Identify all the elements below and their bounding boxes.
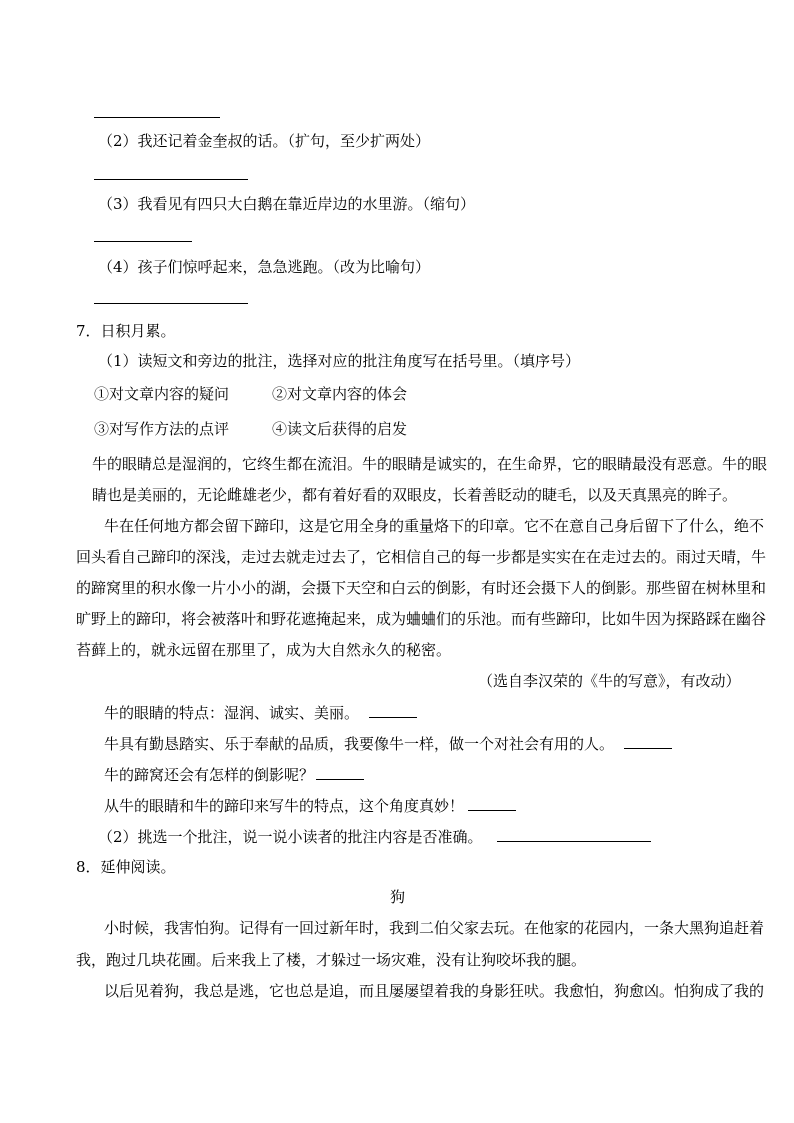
passage-line: 睛也是美丽的，无论雌雄老少，都有着好看的双眼皮，长着善眨动的睫毛，以及天真黑亮的眸子。 <box>92 486 738 504</box>
passage-source: （选自李汉荣的《牛的写意》，有改动） <box>478 672 741 690</box>
passage-line: 牛在任何地方都会留下蹄印，这是它用全身的重量烙下的印章。它不在意自己身后留下了什么，绝不 <box>104 517 765 535</box>
answer-blank[interactable] <box>468 796 516 811</box>
annotation-text: 牛具有勤恳踏实、乐于奉献的品质，我要像牛一样，做一个对社会有用的人。 <box>104 735 615 753</box>
passage-line: 回头看自己蹄印的深浅，走过去就走过去了，它相信自己的每一步都是实实在在走过去的。雨过天晴，牛 <box>76 548 767 566</box>
passage-line: 的蹄窝里的积水像一片小小的湖，会摄下天空和白云的倒影，有时还会摄下人的倒影。那些留在树林里和 <box>76 579 767 597</box>
passage-line: 我，跑过几块花圃。后来我上了楼，才躲过一场灾难，没有让狗咬坏我的腿。 <box>76 951 587 969</box>
option-1: ①对文章内容的疑问 <box>94 385 230 403</box>
annotation-4 <box>104 796 516 815</box>
answer-blank[interactable] <box>497 827 651 842</box>
passage-line: 苔藓上的，就永远留在那里了，成为大自然永久的秘密。 <box>76 641 452 659</box>
q8-article-title: 狗 <box>390 888 406 906</box>
q7-sub-question-2 <box>98 827 651 846</box>
passage-line: 旷野上的蹄印，将会被落叶和野花遮掩起来，成为蛐蛐们的乐池。而有些蹄印，比如牛因为探路踩在幽谷 <box>76 610 767 628</box>
annotation-2 <box>104 734 672 753</box>
answer-blank-6-3[interactable] <box>94 241 192 242</box>
answer-blank[interactable] <box>369 703 417 718</box>
annotation-text: 从牛的眼睛和牛的蹄印来写牛的特点，这个角度真妙！ <box>104 797 465 815</box>
passage-line: 以后见着狗，我总是逃，它也总是追，而且屡屡望着我的身影狂吠。我愈怕，狗愈凶。怕狗成了我的 <box>104 982 765 1000</box>
passage-line: 小时候，我害怕狗。记得有一回过新年时，我到二伯父家去玩。在他家的花园内，一条大黑狗追赶着 <box>104 919 765 937</box>
answer-blank-6-1[interactable] <box>94 117 220 118</box>
answer-blank-6-2[interactable] <box>94 179 248 180</box>
answer-blank[interactable] <box>624 734 672 749</box>
annotation-3 <box>104 765 364 784</box>
answer-blank-6-4[interactable] <box>94 303 248 304</box>
q8-heading: 8．延伸阅读。 <box>76 858 176 876</box>
answer-blank[interactable] <box>316 765 364 780</box>
annotation-1 <box>104 703 417 722</box>
q6-item-3: （3）我看见有四只大白鹅在靠近岸边的水里游。（缩句） <box>98 195 476 213</box>
passage-line: 牛的眼睛总是湿润的，它终生都在流泪。牛的眼睛是诚实的，在生命界，它的眼睛最没有恶意。牛的眼 <box>92 455 768 473</box>
annotation-text: 牛的眼睛的特点：湿润、诚实、美丽。 <box>104 704 360 722</box>
q7-heading: 7．日积月累。 <box>76 322 176 340</box>
annotation-text: 牛的蹄窝还会有怎样的倒影呢？ <box>104 766 315 784</box>
q7-sub-question-1: （1）读短文和旁边的批注，选择对应的批注角度写在括号里。（填序号） <box>98 352 581 370</box>
q6-item-2: （2）我还记着金奎叔的话。（扩句，至少扩两处） <box>98 132 431 150</box>
option-4: ④读文后获得的启发 <box>272 420 408 438</box>
sub-question-text: （2）挑选一个批注，说一说小读者的批注内容是否准确。 <box>98 828 483 846</box>
option-2: ②对文章内容的体会 <box>272 385 408 403</box>
q6-item-4: （4）孩子们惊呼起来，急急逃跑。（改为比喻句） <box>98 258 431 276</box>
option-3: ③对写作方法的点评 <box>94 420 230 438</box>
